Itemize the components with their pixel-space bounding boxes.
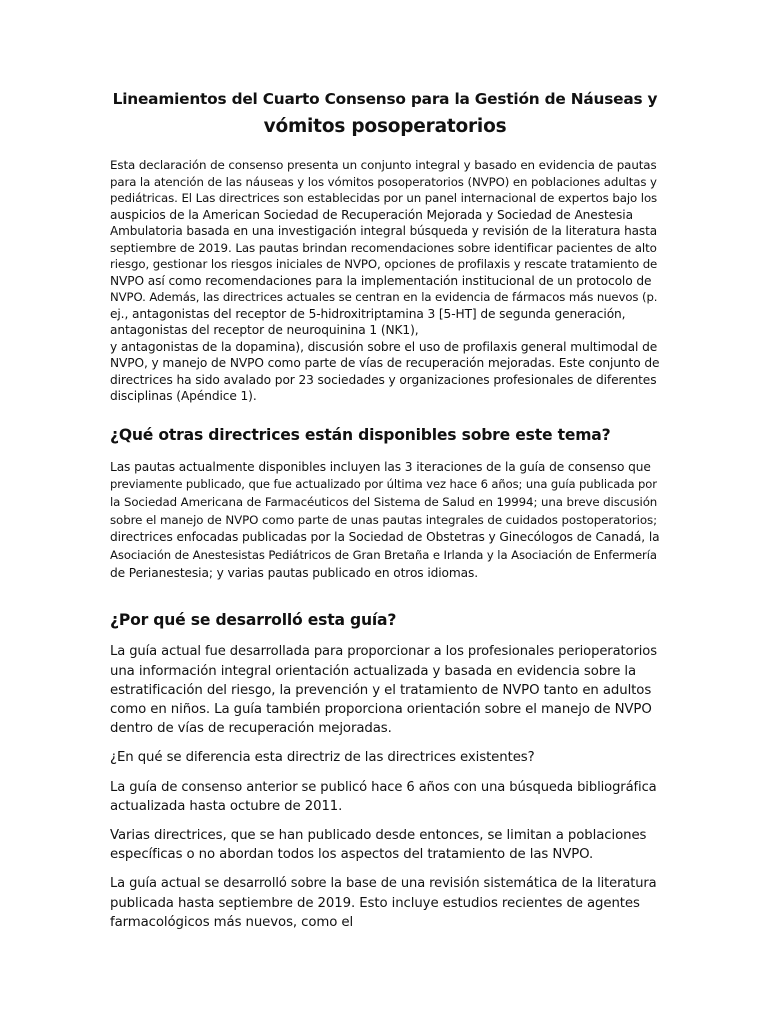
text-line: estratificación del riesgo, la prevención y el tratamiento de NVPO tanto en adultos (110, 682, 652, 698)
text-line: ej., antagonistas del receptor de 5-hidroxitriptamina 3 [5-HT] de segunda generación, (110, 306, 626, 321)
text-line: dentro de vías de recuperación mejoradas. (110, 721, 392, 737)
text-line: ¿En qué se diferencia esta directriz de las directrices existentes? (110, 750, 535, 766)
text-line: La guía actual se desarrolló sobre la base de una revisión sistemática de la literatura (110, 876, 657, 892)
text-line: farmacológicos más nuevos, como el (110, 914, 354, 930)
other-guidelines-paragraph (110, 459, 660, 583)
text-line: La guía actual fue desarrollada para proporcionar a los profesionales perioperatorios (110, 644, 657, 660)
text-line: específicas o no abordan todos los aspectos del tratamiento de las NVPO. (110, 847, 594, 863)
section-heading-other-guidelines: ¿Qué otras directrices están disponibles sobre este tema? (110, 425, 611, 444)
text-line: Las pautas actualmente disponibles incluyen las 3 iteraciones de la guía de consenso que (110, 459, 651, 474)
text-line: de Perianestesia; y varias pautas publicado en otros idiomas. (110, 565, 479, 580)
section-heading-why-developed: ¿Por qué se desarrolló esta guía? (110, 611, 397, 630)
difference-question (110, 748, 660, 767)
text-line: disciplinas (Apéndice 1). (110, 389, 257, 403)
text-line: para la atención de las náuseas y los vómitos posoperatorios (NVPO) en poblaciones adultas y (110, 174, 657, 189)
text-line: directrices ha sido avalado por 23 sociedades y organizaciones profesionales de diferentes (110, 372, 657, 387)
title-line: vómitos posoperatorios (263, 116, 507, 137)
document-title (110, 86, 660, 140)
text-line: NVPO. Además, las directrices actuales se centran en la evidencia de fármacos más nuevos (p. (110, 290, 658, 304)
text-line: antagonistas del receptor de neuroquinina 1 (NK1), (110, 323, 419, 337)
text-line: NVPO, y manejo de NVPO como parte de vías de recuperación mejoradas. Este conjunto de (110, 356, 660, 370)
previous-consensus-paragraph (110, 778, 660, 816)
text-line: previamente publicado, que fue actualizado por última vez hace 6 años; una guía publicada por (110, 477, 657, 492)
intro-paragraph (110, 157, 660, 405)
text-line: la Sociedad Americana de Farmacéuticos del Sistema de Salud en 19994; una breve discusión (110, 494, 658, 509)
text-line: Esta declaración de consenso presenta un conjunto integral y basado en evidencia de pautas (110, 158, 657, 172)
text-line: septiembre de 2019. Las pautas brindan recomendaciones sobre identificar pacientes de alto (110, 240, 657, 255)
text-line: Asociación de Anestesistas Pediátricos de Gran Bretaña e Irlanda y la Asociación de Enfermería (110, 548, 657, 563)
text-line: sobre el manejo de NVPO como parte de unas pautas integrales de cuidados postoperatorios; (110, 512, 657, 527)
text-line: directrices enfocadas publicadas por la Sociedad de Obstetras y Ginecólogos de Canadá, la (110, 530, 660, 545)
text-line: como en niños. La guía también proporciona orientación sobre el manejo de NVPO (110, 702, 652, 718)
text-line: auspicios de la American Sociedad de Recuperación Mejorada y Sociedad de Anestesia (110, 207, 633, 222)
text-line: actualizada hasta octubre de 2011. (110, 798, 343, 814)
title-line: Lineamientos del Cuarto Consenso para la Gestión de Náuseas y (112, 90, 658, 108)
text-line: una información integral orientación actualizada y basada en evidencia sobre la (110, 663, 637, 679)
why-developed-paragraph (110, 642, 660, 738)
text-line: Ambulatoria basada en una investigación integral búsqueda y revisión de la literatura hasta (110, 224, 658, 238)
limited-guidelines-paragraph (110, 826, 660, 864)
current-guideline-paragraph (110, 874, 660, 932)
text-line: y antagonistas de la dopamina), discusión sobre el uso de profilaxis general multimodal de (110, 339, 658, 354)
text-line: Varias directrices, que se han publicado desde entonces, se limitan a poblaciones (110, 828, 647, 844)
text-line: publicada hasta septiembre de 2019. Esto incluye estudios recientes de agentes (110, 895, 640, 911)
text-line: La guía de consenso anterior se publicó hace 6 años con una búsqueda bibliográfica (110, 779, 657, 795)
document-body (110, 86, 660, 942)
text-line: riesgo, gestionar los riesgos iniciales de NVPO, opciones de profilaxis y rescate tratamiento de (110, 257, 658, 271)
text-line: NVPO así como recomendaciones para la implementación institucional de un protocolo de (110, 273, 652, 288)
text-line: pediátricas. El Las directrices son establecidas por un panel internacional de expertos bajo los (110, 191, 658, 205)
